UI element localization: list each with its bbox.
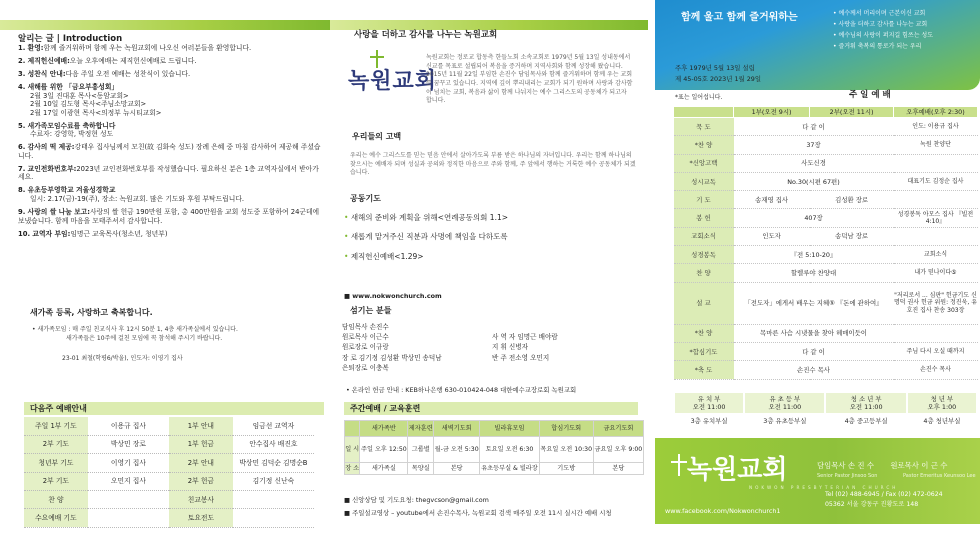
table-cell: 유초등부실 & 빌라장 bbox=[480, 463, 539, 475]
table-row bbox=[24, 509, 314, 527]
table-row bbox=[674, 227, 978, 245]
newcomer-title: 새가족 등록, 사랑하고 축복합니다. bbox=[30, 308, 153, 317]
table-cell: 토요전도 bbox=[169, 509, 233, 527]
pastor-names bbox=[817, 461, 947, 470]
table-header: 1부(오전 9시) bbox=[734, 107, 810, 118]
table-cell: 2부 헌금 bbox=[169, 472, 233, 490]
announcement-item bbox=[18, 230, 323, 238]
announcement-item bbox=[18, 57, 323, 65]
table-cell: 김기정 신난숙 bbox=[233, 472, 314, 490]
table-cell: "저리로서 ... 심판" 헌금기도 신명덕 권사 헌금 위원: 정진욱, 유호진 집사 찬송 303장 bbox=[894, 282, 978, 324]
announcement-label: 3. 성찬식 안내: bbox=[18, 70, 66, 79]
announcement-text: 사랑의 쌀 헌금 190만원 포함, 총 400만원을 교회 성도중 포함하여 24군데에 보냈습니다. 함께 마음을 모태주셔서 감사합니다. bbox=[18, 208, 320, 225]
banner-list bbox=[833, 10, 978, 54]
staff-title: 섬기는 분들 bbox=[350, 306, 392, 315]
contact-email: ■ 신앙상담 및 기도요청: thegvcson@gmail.com bbox=[344, 496, 489, 504]
senior-pastor: 담임목사 손 진 수 bbox=[817, 461, 875, 470]
table-cell bbox=[233, 509, 314, 527]
announcement-item bbox=[18, 165, 323, 182]
table-row bbox=[674, 392, 977, 414]
table-row bbox=[24, 454, 314, 472]
table-cell: No.30(시편 67편) bbox=[734, 172, 894, 190]
table-cell: 기도방 bbox=[539, 463, 593, 475]
youth-time: 오후 1:00 bbox=[927, 403, 957, 411]
youth-time: 오전 11:00 bbox=[692, 403, 726, 411]
youth-time: 오전 11:00 bbox=[849, 403, 883, 411]
announcement-item bbox=[18, 122, 323, 139]
staff-row bbox=[342, 354, 642, 364]
table-cell bbox=[894, 227, 978, 245]
youth-room: 4층 청년부실 bbox=[907, 414, 977, 427]
worship-title: 주 일 예 배 bbox=[849, 90, 891, 100]
website-url[interactable]: ■ www.nokwonchurch.com bbox=[344, 292, 442, 300]
next-week-title: 다음주 예배안내 bbox=[24, 402, 324, 415]
table-cell: 2부 기도 bbox=[24, 435, 88, 453]
table-cell: 금요일 오후 9:00 bbox=[593, 437, 643, 463]
table-row bbox=[345, 463, 644, 475]
schedule-table bbox=[344, 420, 644, 475]
announcement-label: 10. 교역자 부임: bbox=[18, 229, 71, 238]
table-row bbox=[24, 472, 314, 490]
table-row bbox=[674, 136, 978, 154]
table-header-row bbox=[345, 421, 644, 437]
announcement-label: 1. 환영: bbox=[18, 44, 44, 52]
youth-name: 청 년 부 bbox=[930, 395, 954, 403]
newcomer-line-1: • 새가족모임 : 매 주일 친교식사 후 12시 50분 1, 4층 새가족실에서 있습니다. bbox=[32, 326, 238, 333]
youth-dept bbox=[744, 392, 825, 414]
youth-dept bbox=[674, 392, 744, 414]
worship-element: 설 교 bbox=[674, 282, 734, 324]
youth-room: 4층 중고등부실 bbox=[825, 414, 906, 427]
table-cell: 본당 bbox=[593, 463, 643, 475]
announcement-sub: 2월 17일 이광현 목사<의정부 뉴시티교회> bbox=[30, 108, 162, 117]
bullet-icon: • bbox=[344, 232, 351, 242]
staff-right: 지 휘 신병자 bbox=[492, 343, 529, 352]
staff-left: 담임목사 손진수 bbox=[342, 323, 389, 331]
youth-dept bbox=[907, 392, 977, 414]
prayer-text: 새해의 준비와 계획을 위해<연례공동의회 1.1> bbox=[350, 213, 509, 222]
footer-church-en: NOKWON PRESBYTERIAN CHURCH bbox=[749, 485, 899, 490]
standing-note: *표는 일어섭니다. bbox=[675, 94, 723, 101]
worship-element: *축 도 bbox=[674, 361, 734, 379]
table-cell: 오민지 집사 bbox=[88, 472, 169, 490]
bullet-icon: • bbox=[344, 251, 351, 261]
announcement-text: 오늘 오후예배는 제직헌신예배로 드립니다. bbox=[69, 57, 197, 66]
table-cell: 주님 다시 오실 때까지 bbox=[894, 342, 978, 360]
table-header: 빌라휴모임 bbox=[480, 421, 539, 437]
announcement-label: 5. 새가족모임수료를 축하합니다 bbox=[18, 121, 116, 130]
table-cell bbox=[894, 324, 978, 342]
announcement-label: 7. 교인전화번호부: bbox=[18, 164, 77, 173]
table-cell: 그룹별 bbox=[408, 437, 434, 463]
announcement-item bbox=[18, 70, 323, 78]
table-cell bbox=[894, 191, 978, 209]
announcement-text: 2023년 교인전화번호부를 작성했습니다. 필요하신 분은 1층 교역자실에서 받아가세요. bbox=[18, 164, 319, 182]
prayer-item bbox=[344, 232, 644, 241]
table-cell: 이용규 집사 bbox=[88, 417, 169, 435]
table-cell: 사도신경 bbox=[734, 154, 894, 172]
table-cell: 내가 믿나이다⑤ bbox=[894, 264, 978, 282]
announcement-item bbox=[18, 44, 323, 52]
church-logo-text: 녹원교회 bbox=[348, 69, 438, 94]
table-cell: 교회소식 bbox=[894, 246, 978, 264]
table-cell: 새가족실 bbox=[360, 463, 408, 475]
worship-element: 성경봉독 bbox=[674, 246, 734, 264]
table-row bbox=[24, 491, 314, 509]
table-header bbox=[345, 421, 360, 437]
table-cell: 대표기도 김정순 집사 bbox=[894, 172, 978, 190]
prayer-text: 제직헌신예배<1.29> bbox=[350, 251, 424, 261]
table-header: 합심기도회 bbox=[539, 421, 593, 437]
table-cell: 손진수 목사 bbox=[894, 361, 978, 379]
banner-title: 함께 울고 함께 즐거워하는 bbox=[681, 12, 798, 23]
online-offering: • 온라인 헌금 안내 : KEB하나은행 630-010424-048 대한예수교장로회 녹원교회 bbox=[346, 386, 577, 394]
youth-dept bbox=[825, 392, 906, 414]
table-row bbox=[674, 191, 978, 209]
announcement-sub: 2월 3일 진대훈 목사<동암교회> bbox=[30, 91, 129, 100]
footer-church-name: 녹원교회 bbox=[687, 455, 788, 485]
table-cell: 2부 기도 bbox=[24, 472, 88, 490]
issue-number: 제 45-05호 2023년 1월 29일 bbox=[675, 75, 762, 83]
table-header: 새벽기도회 bbox=[434, 421, 480, 437]
youth-name: 유 치 부 bbox=[697, 395, 721, 403]
intro-title: 알리는 글 | Introduction bbox=[18, 34, 123, 44]
staff-left: 은퇴장로 이충복 bbox=[342, 363, 389, 372]
table-header: 오후예배(오후 2:30) bbox=[894, 107, 978, 118]
header-green-bar-2 bbox=[330, 20, 648, 30]
facebook-link[interactable]: www.facebook.com/Nokwonchurch1 bbox=[665, 507, 781, 515]
table-cell bbox=[88, 491, 169, 509]
newcomer-line-2: 새가족들은 10주에 걸친 모임에 꼭 참석해 주시기 바랍니다. bbox=[66, 334, 223, 342]
table-cell: 임금선 교역자 bbox=[233, 417, 314, 435]
table-row bbox=[674, 154, 978, 172]
table-cell: 다 같 이 bbox=[734, 118, 894, 136]
table-row bbox=[24, 417, 314, 435]
senior-pastor-en: Senior Pastor Jinsoo Son bbox=[817, 473, 878, 479]
table-cell bbox=[894, 154, 978, 172]
table-row bbox=[674, 324, 978, 342]
pastor-emeritus: 원로목사 이 근 수 bbox=[890, 461, 948, 470]
schedule-title: 주간예배 / 교육훈련 bbox=[344, 402, 638, 415]
newcomer-info bbox=[32, 326, 322, 364]
pastor-emeritus-en: Pastor Emeritus Keunsoo Lee bbox=[902, 473, 976, 479]
table-row bbox=[674, 118, 978, 136]
staff-right: 사 역 자 임명근 배야람 bbox=[492, 333, 558, 342]
table-row bbox=[345, 437, 644, 463]
table-cell: 박상민 김덕순 김명순B bbox=[233, 454, 314, 472]
table-row bbox=[674, 282, 978, 324]
confession-title: 우리들의 고백 bbox=[352, 132, 402, 141]
banner-item: • 예수님의 사랑이 퍼지길 힘쓰는 성도 bbox=[833, 32, 978, 40]
table-cell: 장 소 bbox=[345, 463, 360, 475]
announcement-sub: 수료자: 강영학, 박정현 성도 bbox=[30, 130, 114, 139]
youth-name: 청 소 년 부 bbox=[850, 395, 882, 403]
worship-element: *합심기도 bbox=[674, 342, 734, 360]
prayer-item bbox=[344, 213, 644, 222]
table-cell: 407장 bbox=[734, 209, 894, 227]
prayer-text: 새롭게 맡겨주신 직분과 사명에 책임을 다하도록 bbox=[350, 232, 508, 242]
table-cell: 『전 5:10-20』 bbox=[734, 246, 894, 264]
table-cell: 찬 양 bbox=[24, 491, 88, 509]
prayer-title: 공동기도 bbox=[350, 194, 381, 203]
announcement-item bbox=[18, 83, 323, 117]
announcement-text: 다음 주일 오전 예배는 성찬식이 있습니다. bbox=[65, 70, 191, 79]
table-cell: 인도: 이용규 집사 bbox=[894, 118, 978, 136]
table-row bbox=[674, 209, 978, 227]
table-cell: 할렐루야 찬양대 bbox=[734, 264, 894, 282]
table-cell: 토요일 오전 6:30 bbox=[480, 437, 539, 463]
table-cell: 「전도자」에게서 배우는 지혜⑤ 『돈에 관하여』 bbox=[734, 282, 894, 324]
table-header: 제자훈련 bbox=[408, 421, 434, 437]
worship-element: *찬 양 bbox=[674, 324, 734, 342]
table-row bbox=[674, 246, 978, 264]
youth-name: 유 초 등 부 bbox=[769, 395, 801, 403]
table-cell: 손진수 목사 bbox=[734, 361, 894, 379]
staff-list bbox=[342, 323, 642, 374]
prayer-item bbox=[344, 252, 644, 261]
table-cell: 박상민 장로 bbox=[88, 435, 169, 453]
founded-date: 주후 1979년 5월 13일 설립 bbox=[675, 64, 755, 72]
table-cell: 청년부 기도 bbox=[24, 454, 88, 472]
confession-text: 우리는 예수 그리스도를 믿는 믿음 안에서 살아가도록 부름 받은 하나님의 자녀입니다. 우리는 함께 하나님의 찾으시는 예배자 되며 성실과 공의와 정직한 마음으로 주와 함께, 주 앞에서 행하는 거룩한 예수 공동체가 되겠습니다. bbox=[350, 152, 636, 177]
table-header-row bbox=[674, 107, 978, 118]
next-week-table bbox=[24, 417, 314, 528]
contact-info bbox=[825, 490, 943, 510]
table-cell: 이영기 집사 bbox=[88, 454, 169, 472]
announcement-label: 9. 사랑의 쌀 나눔 보고: bbox=[18, 208, 91, 217]
table-row bbox=[674, 342, 978, 360]
staff-row bbox=[342, 323, 642, 333]
table-cell: 목요일 오전 10:30 bbox=[539, 437, 593, 463]
youth-room: 3층 유치부실 bbox=[674, 414, 744, 427]
table-cell: 김성환 장로 bbox=[810, 191, 894, 209]
table-row bbox=[674, 414, 977, 427]
youth-time: 오전 11:00 bbox=[768, 403, 802, 411]
order-of-worship-column bbox=[655, 0, 980, 537]
announcement-text: 함께 즐거워하며 함께 우는 녹원교회에 나오신 여러분들을 환영합니다. bbox=[43, 44, 252, 52]
table-cell: 본당 bbox=[434, 463, 480, 475]
table-cell: 성경봉독 아모스 집사 『빌전 4:10』 bbox=[894, 209, 978, 227]
table-cell: 주일 1부 기도 bbox=[24, 417, 88, 435]
youth-table bbox=[673, 391, 978, 428]
table-cell: 주일 오후 12:50 bbox=[360, 437, 408, 463]
table-cell: 송재영 집사 bbox=[734, 191, 810, 209]
pastor-names-en bbox=[817, 473, 976, 479]
table-row bbox=[24, 435, 314, 453]
table-cell: 송덕남 장로 bbox=[810, 227, 894, 245]
announcement-label: 8. 유초등부영학교 겨울성경학교 bbox=[18, 186, 116, 195]
table-cell: 37장 bbox=[734, 136, 894, 154]
newcomer-entry: 23-01 최철(학평6/박울), 인도자: 이영기 집사 bbox=[62, 355, 183, 363]
church-slogan: 사랑을 더하고 감사를 나누는 녹원교회 bbox=[354, 30, 498, 40]
table-header: 금요기도회 bbox=[593, 421, 643, 437]
staff-row bbox=[342, 364, 642, 374]
table-cell bbox=[233, 491, 314, 509]
youth-room: 3층 유초등부실 bbox=[744, 414, 825, 427]
table-cell: 목마른 사슴 시냇물을 찾아 헤매이듯이 bbox=[734, 324, 894, 342]
table-row bbox=[674, 172, 978, 190]
announcement-text: 임명근 교육목사(청소년, 청년부) bbox=[70, 229, 168, 238]
table-cell: 목양실 bbox=[408, 463, 434, 475]
address: 05362 서울 강동구 진황도로 148 bbox=[825, 500, 919, 508]
worship-element: 기 도 bbox=[674, 191, 734, 209]
announcement-item bbox=[18, 208, 323, 225]
announcement-label: 4. 새해를 위한 「금요부흥성회」 bbox=[18, 83, 119, 92]
staff-row bbox=[342, 343, 642, 353]
banner-item: • 사랑을 더하고 감사를 나누는 교회 bbox=[833, 21, 978, 29]
announcement-text: 강태우 집사님께서 모친(故 김화숙 성도) 장례 은혜 중 마침 감사하여 제공해 주셨습니다. bbox=[18, 143, 321, 160]
table-row bbox=[674, 264, 978, 282]
table-cell: 2부 안내 bbox=[169, 454, 233, 472]
church-info-column bbox=[330, 0, 648, 537]
banner-item: • 예수께서 머리이며 근본이신 교회 bbox=[833, 10, 978, 18]
announcement-item bbox=[18, 186, 323, 203]
worship-element: 성시교독 bbox=[674, 172, 734, 190]
table-cell: 친교봉사 bbox=[169, 491, 233, 509]
table-cell: 수요예배 기도 bbox=[24, 509, 88, 527]
staff-left: 원로목사 이근수 bbox=[342, 333, 389, 342]
table-cell: 월-금 오전 5:30 bbox=[434, 437, 480, 463]
staff-right: 반 주 전소영 오민지 bbox=[492, 353, 550, 362]
staff-row bbox=[342, 333, 642, 343]
table-cell: 1부 안내 bbox=[169, 417, 233, 435]
header-green-bar bbox=[0, 20, 330, 30]
worship-table bbox=[673, 106, 978, 380]
church-about: 녹원교회는 정로교 합동측 한들노회 소속교회로 1979년 5월 13일 성내동에서 신교를 목표로 설립되어 복음을 증거하며 지역사회와 함께 성장해 왔습니다. 2015년 11월 22일 부임한 손진수 담임목사와 함께 즐거워하며 함께 우는 교회를 꿈꾸고 있습니다. 지역에 깊이 뿌리내리는 교회가 되기 원하며 사랑과 감사함이 넘치는 교회, 복음과 삶이 함께 나눠지는 예수 그리스도의 공동체가 되고자 합니다. bbox=[426, 54, 633, 105]
announcements-column bbox=[0, 0, 330, 537]
sermon-video: ■ 주일설교영상 – youtube에서 손진수목사, 녹원교회 검색 매주일 오전 11시 실시간 예배 시청 bbox=[344, 509, 612, 517]
worship-element: 교회소식 bbox=[674, 227, 734, 245]
table-header bbox=[674, 107, 734, 118]
table-cell: 1부 헌금 bbox=[169, 435, 233, 453]
worship-element: 찬 양 bbox=[674, 264, 734, 282]
phone-fax: Tel (02) 488-6945 / Fax (02) 472-0624 bbox=[825, 491, 943, 498]
church-footer bbox=[655, 438, 980, 524]
announcement-sub: 일시: 2.17(금)-19(주), 장소: 녹원교회. 많은 기도와 후원 부탁드립니다. bbox=[30, 194, 245, 203]
staff-left: 원로장로 이규랑 bbox=[342, 343, 389, 352]
announcement-item bbox=[18, 143, 323, 160]
worship-element: *신앙고백 bbox=[674, 154, 734, 172]
table-header: 새가족반 bbox=[360, 421, 408, 437]
table-cell bbox=[88, 509, 169, 527]
announcement-sub: 2월 10일 김도형 목사<주님소망교회> bbox=[30, 100, 147, 109]
cross-icon bbox=[370, 50, 384, 68]
table-row bbox=[674, 361, 978, 379]
table-cell: 인도자 bbox=[734, 227, 810, 245]
announcement-list bbox=[18, 44, 323, 243]
announcement-label: 2. 제직헌신예배: bbox=[18, 57, 70, 66]
table-cell: 다 같 이 bbox=[734, 342, 894, 360]
worship-element: 묵 도 bbox=[674, 118, 734, 136]
table-cell: 녹원 찬양단 bbox=[894, 136, 978, 154]
table-header: 2부(오전 11시) bbox=[810, 107, 894, 118]
cross-icon-footer bbox=[671, 454, 687, 476]
table-cell: 안수집사 배진호 bbox=[233, 435, 314, 453]
worship-element: *찬 양 bbox=[674, 136, 734, 154]
banner-item: • 즐거워 축복의 통로가 되는 우리 bbox=[833, 43, 978, 51]
worship-element: 봉 헌 bbox=[674, 209, 734, 227]
table-cell: 일 시 bbox=[345, 437, 360, 463]
announcement-label: 6. 감사의 떡 제공: bbox=[18, 143, 75, 152]
bullet-icon: • bbox=[344, 213, 351, 222]
prayer-list bbox=[344, 213, 644, 271]
staff-left: 장 로 김기정 김성환 박상민 송덕남 bbox=[342, 353, 442, 362]
